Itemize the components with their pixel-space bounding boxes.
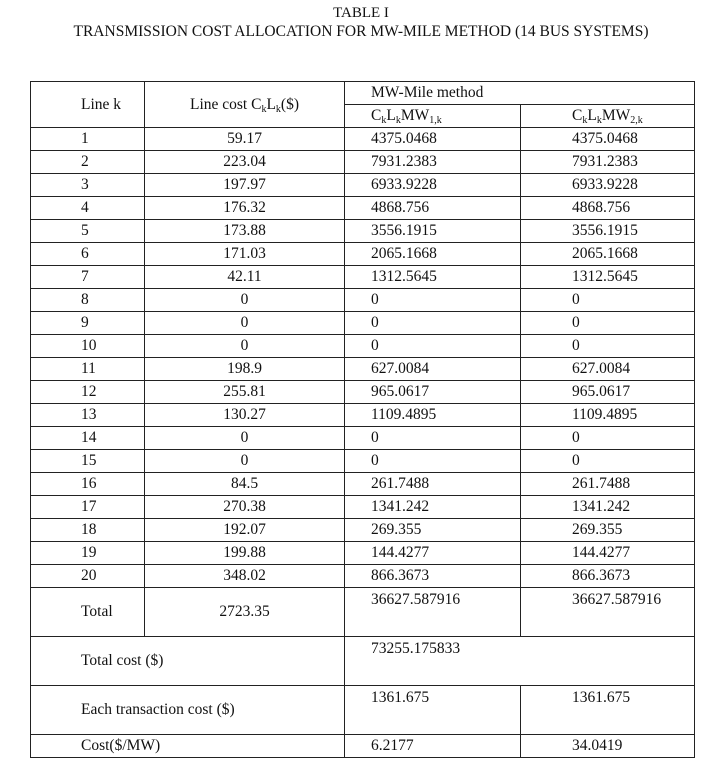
line-cost-cell: 198.9	[145, 358, 345, 381]
mw1-cell: 1341.242	[345, 496, 521, 519]
line-cost-cell: 176.32	[145, 197, 345, 220]
each-transaction-mw1: 1361.675	[345, 686, 521, 735]
mw1-cell: 0	[345, 312, 521, 335]
header-mw2-l: L	[587, 107, 597, 124]
header-row-1	[31, 82, 695, 105]
mw1-cell: 866.3673	[345, 565, 521, 588]
cost-per-mw-row	[31, 735, 695, 758]
mw2-cell: 1109.4895	[521, 404, 695, 427]
header-mw1-sub-k2: k	[395, 115, 401, 126]
mw2-cell: 1341.242	[521, 496, 695, 519]
line-k-cell: 3	[31, 174, 145, 197]
mw1-cell: 0	[345, 450, 521, 473]
line-k-cell: 19	[31, 542, 145, 565]
mw1-cell: 1109.4895	[345, 404, 521, 427]
line-cost-cell: 173.88	[145, 220, 345, 243]
line-k-cell: 1	[31, 128, 145, 151]
mw2-cell: 144.4277	[521, 542, 695, 565]
line-cost-cell: 255.81	[145, 381, 345, 404]
line-cost-cell: 171.03	[145, 243, 345, 266]
table-title: TRANSMISSION COST ALLOCATION FOR MW-MILE METHOD (14 BUS SYSTEMS)	[73, 23, 649, 40]
mw2-cell: 269.355	[521, 519, 695, 542]
line-cost-cell: 199.88	[145, 542, 345, 565]
line-cost-cell: 59.17	[145, 128, 345, 151]
each-transaction-row	[31, 686, 695, 735]
table-row	[31, 220, 695, 243]
line-cost-cell: 0	[145, 335, 345, 358]
cost-per-mw-mw2: 34.0419	[521, 735, 695, 758]
line-cost-cell: 0	[145, 450, 345, 473]
mw2-cell: 3556.1915	[521, 220, 695, 243]
mw1-cell: 144.4277	[345, 542, 521, 565]
line-cost-cell: 192.07	[145, 519, 345, 542]
mw1-cell: 627.0084	[345, 358, 521, 381]
total-mw1: 36627.587916	[345, 588, 521, 637]
header-line-cost-prefix: Line cost C	[189, 95, 262, 113]
line-k-cell: 20	[31, 565, 145, 588]
line-cost-cell: 0	[145, 427, 345, 450]
mw2-cell: 4375.0468	[521, 128, 695, 151]
mw2-cell: 1312.5645	[521, 266, 695, 289]
line-k-cell: 12	[31, 381, 145, 404]
mw1-cell: 4868.756	[345, 197, 521, 220]
mw2-cell: 0	[521, 450, 695, 473]
table-row	[31, 381, 695, 404]
mw2-cell: 6933.9228	[521, 174, 695, 197]
header-line-cost-suffix: ($)	[280, 95, 299, 113]
cost-per-mw-mw1: 6.2177	[345, 735, 521, 758]
mw2-cell: 866.3673	[521, 565, 695, 588]
header-mw1-sub: 1,k	[429, 115, 442, 126]
header-mw-mile-method: MW-Mile method	[345, 82, 695, 105]
header-mw1-mw: MW	[400, 107, 430, 124]
cost-per-mw-label: Cost($/MW)	[31, 735, 345, 758]
header-line-cost-sub2: k	[275, 103, 281, 115]
line-k-cell: 9	[31, 312, 145, 335]
mw1-cell: 965.0617	[345, 381, 521, 404]
line-cost-cell: 197.97	[145, 174, 345, 197]
mw1-cell: 0	[345, 289, 521, 312]
total-mw2: 36627.587916	[521, 588, 695, 637]
total-cost-label: Total cost ($)	[31, 637, 345, 686]
header-mw1-l: L	[386, 107, 396, 124]
line-cost-cell: 84.5	[145, 473, 345, 496]
total-label: Total	[31, 588, 145, 637]
table-row	[31, 358, 695, 381]
mw1-cell: 261.7488	[345, 473, 521, 496]
table-row	[31, 243, 695, 266]
table-row	[31, 128, 695, 151]
line-k-cell: 11	[31, 358, 145, 381]
line-k-cell: 15	[31, 450, 145, 473]
line-k-cell: 18	[31, 519, 145, 542]
line-k-cell: 16	[31, 473, 145, 496]
table-row	[31, 565, 695, 588]
table-row	[31, 335, 695, 358]
each-transaction-label: Each transaction cost ($)	[31, 686, 345, 735]
mw2-cell: 4868.756	[521, 197, 695, 220]
header-mw2-c: C	[572, 107, 583, 124]
table-row	[31, 427, 695, 450]
mw2-cell: 965.0617	[521, 381, 695, 404]
header-mw2-sub-k2: k	[596, 115, 602, 126]
line-k-cell: 8	[31, 289, 145, 312]
header-mw1	[345, 105, 521, 128]
header-mw2	[521, 105, 695, 128]
header-mw1-c: C	[371, 107, 382, 124]
table-row	[31, 266, 695, 289]
mw1-cell: 1312.5645	[345, 266, 521, 289]
header-line-k: Line k	[31, 82, 145, 128]
table-row	[31, 450, 695, 473]
line-k-cell: 6	[31, 243, 145, 266]
table-row	[31, 197, 695, 220]
total-cost-value: 73255.175833	[345, 637, 695, 686]
mw2-cell: 0	[521, 312, 695, 335]
header-mw2-sub: 2,k	[630, 115, 643, 126]
line-k-cell: 7	[31, 266, 145, 289]
mw1-cell: 0	[345, 427, 521, 450]
table-row	[31, 496, 695, 519]
header-mw2-sub-k1: k	[582, 115, 588, 126]
mw1-cell: 3556.1915	[345, 220, 521, 243]
table-row	[31, 404, 695, 427]
mw1-cell: 7931.2383	[345, 151, 521, 174]
table-row	[31, 312, 695, 335]
line-cost-cell: 270.38	[145, 496, 345, 519]
mw1-cell: 0	[345, 335, 521, 358]
line-cost-cell: 223.04	[145, 151, 345, 174]
mw2-cell: 2065.1668	[521, 243, 695, 266]
mw1-cell: 269.355	[345, 519, 521, 542]
table-number: TABLE I	[333, 5, 389, 21]
each-transaction-mw2: 1361.675	[521, 686, 695, 735]
line-k-cell: 2	[31, 151, 145, 174]
mw1-cell: 2065.1668	[345, 243, 521, 266]
line-k-cell: 10	[31, 335, 145, 358]
line-k-cell: 13	[31, 404, 145, 427]
table-row	[31, 289, 695, 312]
mw2-cell: 7931.2383	[521, 151, 695, 174]
mw2-cell: 0	[521, 427, 695, 450]
total-line-cost: 2723.35	[145, 588, 345, 637]
mw2-cell: 261.7488	[521, 473, 695, 496]
line-k-cell: 14	[31, 427, 145, 450]
line-cost-cell: 0	[145, 289, 345, 312]
mw1-cell: 6933.9228	[345, 174, 521, 197]
header-mw2-mw: MW	[601, 107, 631, 124]
line-k-cell: 4	[31, 197, 145, 220]
table-row	[31, 542, 695, 565]
total-cost-row	[31, 637, 695, 686]
line-cost-cell: 0	[145, 312, 345, 335]
mw2-cell: 0	[521, 335, 695, 358]
line-cost-cell: 348.02	[145, 565, 345, 588]
mw2-cell: 627.0084	[521, 358, 695, 381]
cost-allocation-table	[30, 81, 695, 758]
table-row	[31, 519, 695, 542]
table-row	[31, 151, 695, 174]
table-row	[31, 174, 695, 197]
header-line-cost-mid: L	[266, 95, 276, 113]
line-k-cell: 5	[31, 220, 145, 243]
line-k-cell: 17	[31, 496, 145, 519]
table-row	[31, 473, 695, 496]
header-line-cost-sub1: k	[261, 103, 267, 115]
header-line-cost	[145, 82, 345, 128]
mw2-cell: 0	[521, 289, 695, 312]
header-mw1-sub-k1: k	[381, 115, 387, 126]
line-cost-cell: 130.27	[145, 404, 345, 427]
line-cost-cell: 42.11	[145, 266, 345, 289]
mw1-cell: 4375.0468	[345, 128, 521, 151]
total-row	[31, 588, 695, 637]
